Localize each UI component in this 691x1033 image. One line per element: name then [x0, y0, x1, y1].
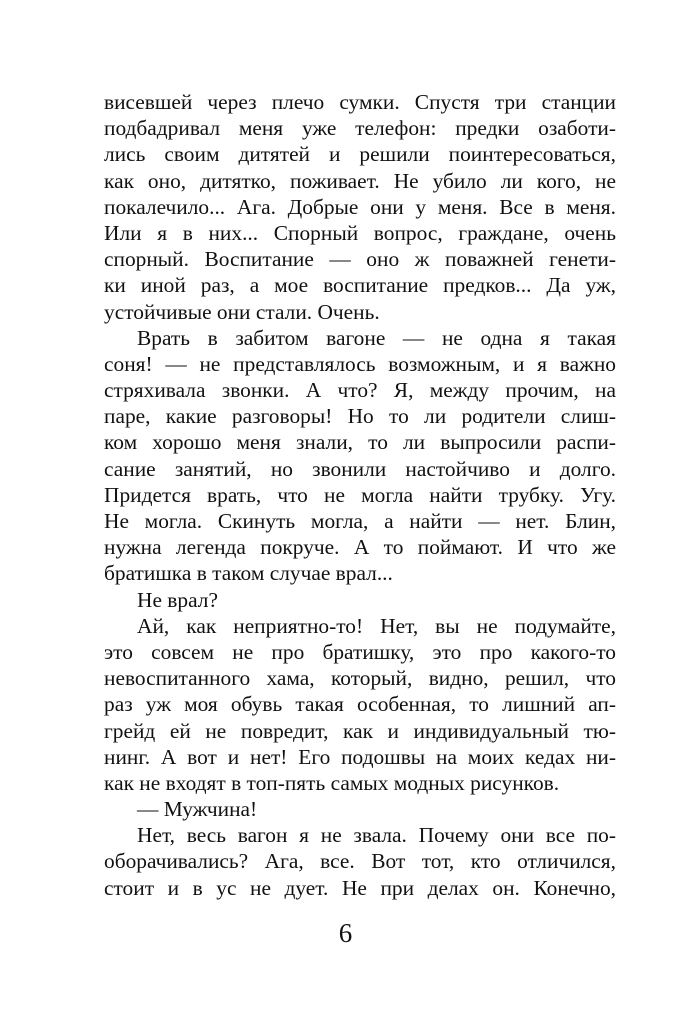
text-line: невоспитанного хама, который, видно, решил, что: [104, 666, 616, 691]
text-line: Нет, весь вагон я не звала. Почему они все по-: [137, 823, 616, 848]
text-line: как оно, дитятко, поживает. Не убило ли кого, не: [104, 168, 616, 193]
text-line: оборачивались? Ага, все. Вот тот, кто отличился,: [104, 849, 616, 874]
text-line: нужна легенда покруче. А то поймают. И что же: [104, 535, 616, 560]
page-number: 6: [338, 918, 353, 948]
text-line: соня! — не представлялось возможным, и я важно: [104, 351, 616, 376]
text-line: нинг. А вот и нет! Его подошвы на моих кедах ни-: [104, 744, 616, 769]
text-line: устойчивые они стали. Очень.: [104, 299, 380, 324]
text-line: спорный. Воспитание — оно ж поважней генети-: [104, 247, 616, 272]
text-line: стоит и в ус не дует. Не при делах он. Конечно,: [104, 875, 616, 900]
text-line: стряхивала звонки. А что? Я, между прочим, на: [104, 378, 616, 403]
text-line: Придется врать, что не могла найти трубку. Угу.: [104, 482, 616, 507]
text-line: висевшей через плечо сумки. Спустя три станции: [104, 90, 616, 114]
text-line: ком хорошо меня знали, то ли выпросили распи-: [104, 430, 616, 455]
text-line: паре, какие разговоры! Но то ли родители слиш-: [104, 404, 616, 429]
body-text: [104, 89, 616, 901]
text-line: ки иной раз, а мое воспитание предков... Да уж,: [104, 273, 616, 298]
text-line: лись своим дитятей и решили поинтересоваться,: [104, 142, 616, 167]
text-line: Или я в них... Спорный вопрос, граждане, очень: [104, 220, 616, 245]
text-line: как не входят в топ-пять самых модных рисунков.: [104, 770, 560, 795]
text-line: раз уж моя обувь такая особенная, то лишний ап-: [104, 692, 616, 717]
text-line: грейд ей не повредит, как и индивидуальный тю-: [104, 718, 616, 743]
text-line: — Мужчина!: [137, 797, 258, 822]
text-line: это совсем не про братишку, это про какого-то: [104, 639, 616, 664]
text-line: Ай, как неприятно-то! Нет, вы не подумайте,: [137, 613, 616, 638]
text-line: покалечило... Ага. Добрые они у меня. Все в меня.: [104, 194, 616, 219]
text-line: сание занятий, но звонили настойчиво и долго.: [104, 456, 616, 481]
text-line: Не врал?: [137, 587, 218, 612]
text-line: подбадривал меня уже телефон: предки озаботи-: [104, 116, 616, 141]
text-line: братишка в таком случае врал...: [104, 561, 393, 586]
text-line: Врать в забитом вагоне — не одна я такая: [137, 325, 616, 350]
text-line: Не могла. Скинуть могла, а найти — нет. Блин,: [104, 509, 616, 533]
